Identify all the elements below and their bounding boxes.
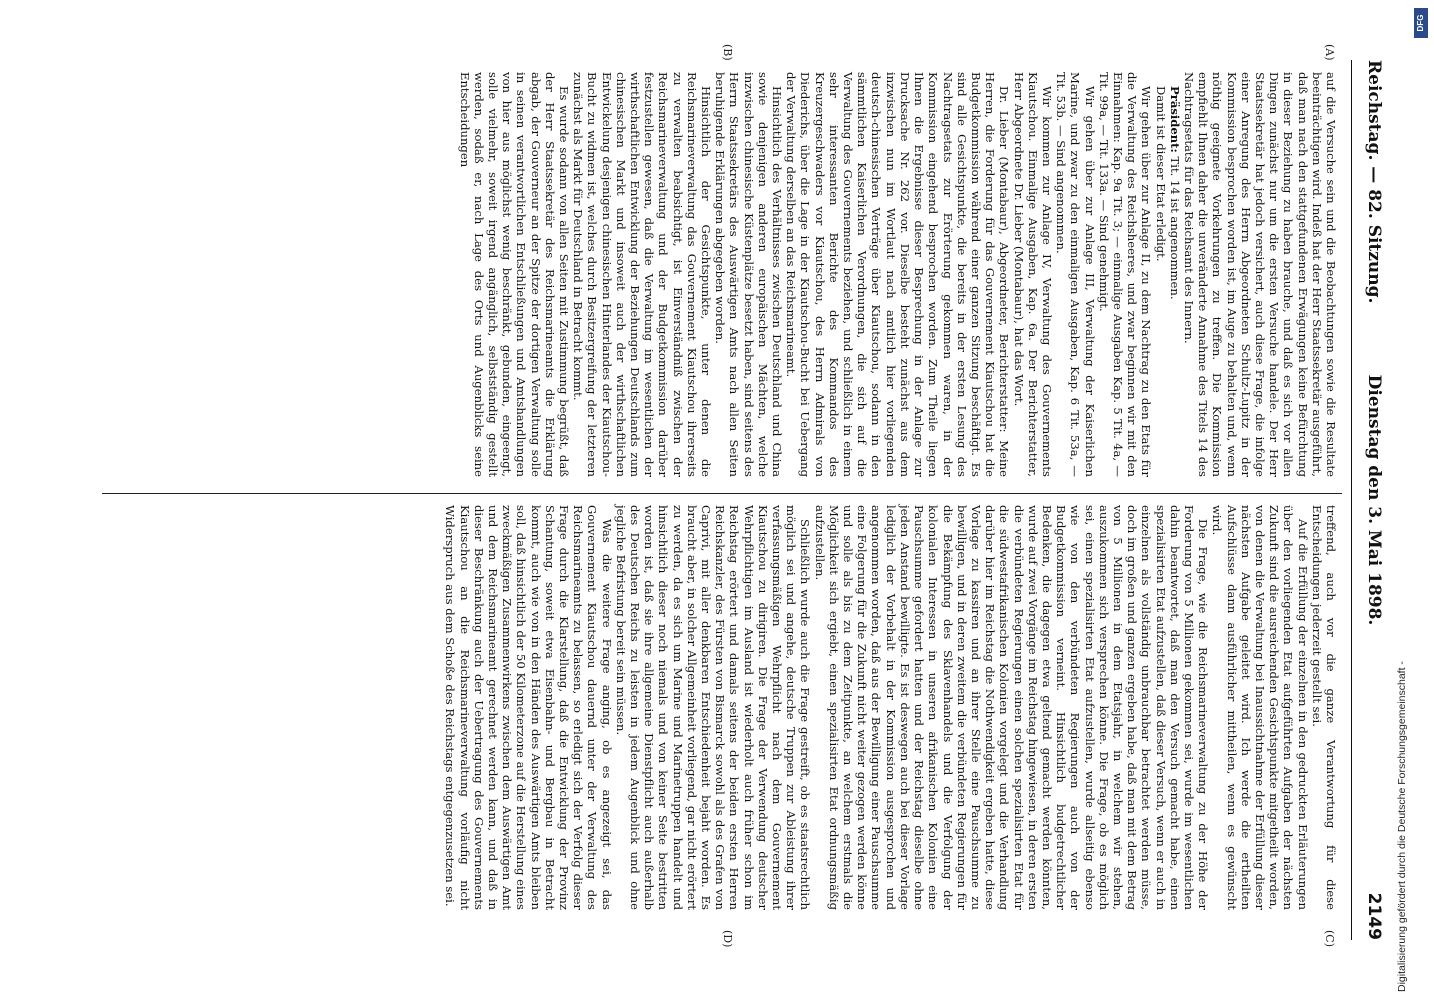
margin-marker-b: (B) xyxy=(721,44,734,61)
paragraph: Dr. Lieber (Montabaur), Abgeordneter, Berichterstatter: Meine Herren, die Forderung für das Gouvernement Kiautschou hat die Budgetkommission während einer ganzen Sitzung beschäftigt. Es sind alle Gesichtspunkte, die bereits in der ersten Lesung des Nachtragsetats zur Erörterung gekommen waren, in der Kommission eingehend besprochen worden. Zum Theile liegen Ihnen die Ergebnisse dieser Besprechung in der Anlage zur Drucksache Nr. 262 vor. Dieselbe besteht zunächst aus dem inzwischen nun im Wortlaut nach amtlich hier vorliegenden deutsch-chinesischen Verträge über Kiautschou, sodann in den sämmtlichen Kaiserlichen Verordnungen, die sich auf die Verwaltung des Gouvernements beziehen, und schließlich in einem sehr interessanten Berichte des Kommandos des Kreuzergeschwaders vor Kiautschou, des Herrn Admirals von Diederichs, über die Lage in der Kiautschou-Bucht bei Uebergang der Verwaltung derselben an das Reichsmarineamt. xyxy=(784,72,1012,477)
paragraph: Damit ist dieser Etat erledigt. xyxy=(1153,86,1168,262)
paragraph: Wir gehen über zur Anlage II, zu dem Nachtrag zu den Etats für die Verwaltung des Reichsheeres, und zwar beginnen wir mit den Einnahmen: Kap. 9a Tit. 3; — einmalige Ausgaben Kap. 5 Tit. 4a, — Tit. 99a, — Tit. 133a. — Sind genehmigt. xyxy=(1096,72,1154,477)
dfg-logo-text: DFG xyxy=(1416,14,1425,32)
paragraph-text: Tit. 14 ist angenommen. xyxy=(1167,156,1182,300)
paragraph: Es wurde sodann von allen Seiten mit Zustimmung begrüßt, daß der Herr Staatssekretär des Reichsmarineamts die Erklärung abgab, der Gouverneur an der Spitze der dortigen Verwaltung solle in seinen verantwortlichen Entschließungen und Amtshandlungen von hier aus möglichst wenig beschränkt, gebunden, eingeengt, solle vielmehr, soweit irgend angänglich, selbstständig gestellt werden, sodaß er, nach Lage des Orts und Augenblicks seine Entscheidungen xyxy=(457,72,572,477)
digitization-note xyxy=(1392,8,1412,992)
header-session: Reichstag. — 82. Sitzung. xyxy=(1364,60,1384,304)
running-header xyxy=(1358,0,1384,1000)
left-column xyxy=(457,72,1338,477)
dfg-logo xyxy=(1414,8,1428,38)
margin-marker-d: (D) xyxy=(721,930,734,948)
paragraph: Die Frage, wie die Reichsmarineverwaltung zu der Höhe der Forderung von 5 Millionen gekommen sei, wurde im wesentlichen dahin beantwortet, daß man den Versuch gemacht habe, einen spezialisirten Etat aufzustellen, daß dieser Versuch, wenn er auch in einzelnen als vollständig unbrauchbar betrachtet werden müsse, doch im großen und ganzen ergeben habe, daß man mit dem Betrag von 5 Millionen in dem Etatsjahr, in welchem wir stehen, auszukommen sich versprechen könne. Die Frage, ob es möglich sei, einen spezialisirten Etat aufzustellen, wurde allseitig ebenso wie von den verbündeten Regierungen auch von der Budgetkommission verneint. Hinsichtlich budgetrechtlicher Bedenken, die dagegen etwa geltend gemacht werden könnten, wurde auf zwei Vorgänge im Reichstag hingewiesen, in deren ersten die verbündeten Regierungen einen solchen spezialisirten Etat für die südwestafrikanischen Kolonien vorgelegt und die Verhandlung darüber hier im Reichstag die Nothwendigkeit ergeben hatte, diese Vorlage zu kassiren und an ihrer Stelle eine Pauschsumme zu bewilligen, und in deren zweitem die verbündeten Regierungen für die Bekämpfung des Sklavenhandels und die Verfolgung der kolonialen Interessen in unseren afrikanischen Kolonien eine Pauschsumme gefordert hatten und der Reichstag dieselbe ohne jeden Anstand bewilligte. Es ist deswegen auch bei dieser Vorlage lediglich der Vorbehalt in der Kommission ausgesprochen und angenommen worden, daß aus der Bewilligung einer Pauschsumme eine Folgerung für die Zukunft nicht weiter gezogen werden könne und solle als bis zu dem Zeitpunkte, an welchem erstmals die Möglichkeit sich ergiebt, einen spezialisirten Etat ordnungsmäßig aufzustellen. xyxy=(812,505,1211,910)
paragraph: Hinsichtlich der Gesichtspunkte, unter denen die Reichsmarineverwaltung das Gouvernement Kiautschou ihrerseits zu verwalten beabsichtigt, ist Einverständniß zwischen der Reichsmarineverwaltung und der Budgetkommission darüber festzustellen gewesen, daß die Verwaltung im wesentlichen der wirthschaftlichen Entwicklung der Beziehungen Deutschlands zum chinesischen Markt und insoweit auch der wirthschaftlichen Entwickelung desjenigen chinesischen Hinterlandes der Kiautschou-Bucht zu widmen ist, welches durch Besitzergreifung der letzteren zunächst als Markt für Deutschland in Betracht kommt. xyxy=(571,72,714,477)
paragraph: Wir gehen über zur Anlage III, Verwaltung der Kaiserlichen Marine, und zwar zu den einmaligen Ausgaben, Kap. 6 Tit. 53a, — Tit. 53b. — Sind angenommen. xyxy=(1054,72,1097,477)
paragraph: auf die Versuche sein und die Beobachtungen sowie die Resultate beeinträchtigen wird. Indeß hat der Herr Staatssekretär ausgeführt, daß man nach den stattgefundenen Erwägungen keine Befürchtung in dieser Beziehung zu haben brauche, und daß es sich vor allen Dingen zunächst nur um die ersten Versuche handele. Der Herr Staatssekretär hat jedoch versichert, auch diese Frage, die infolge einer Anregung des Herrn Abgeordneten Schultz-Lupitz in der Kommission besprochen worden ist, im Auge zu behalten und, wenn nöthig geeignete Vorkehrungen zu treffen. Die Kommission empfiehlt Ihnen daher die unveränderte Annahme des Titels 14 des Nachtragsetats für das Reichsamt des Innern. xyxy=(1181,72,1338,477)
paragraph: Was die weitere Frage anging, ob es angezeigt sei, das Gouvernement Kiautschou dauernd unter der Verwaltung des Reichsmarineamts zu belassen, so erledigt sich der Verfolg dieser Frage durch die Klarstellung, daß die Entwicklung der Provinz Schantung, soweit etwa Eisenbahn- und Bergbau in Betracht kommt, auch wie von in den Händen des Auswärtigen Amts bleiben soll, daß hinsichtlich der 50 Kilometerzone auf die Herstellung eines zweckmäßigen Zusammenwirkens zwischen dem Auswärtigen Amt und dem Reichsmarineamt gerechnet werden kann, und daß in dieser Beschränkung auch der Uebertragung des Gouvernements Kiautschou an die Reichsmarineverwaltung vorläufig nicht Widerspruch aus dem Schoße des Reichstags entgegenzusetzen sei. xyxy=(443,505,614,910)
column-divider xyxy=(102,493,1342,494)
paragraph xyxy=(1168,72,1182,477)
digitization-note-text: Digitalisierung gefördert durch die Deutsche Forschungsgemeinschaft - xyxy=(1396,661,1408,992)
margin-marker-a: (A) xyxy=(1323,44,1336,61)
right-column xyxy=(443,505,1338,910)
page-number: 2149 xyxy=(1364,892,1384,940)
margin-marker-c: (C) xyxy=(1323,930,1336,947)
paragraph: Wir kommen zur Anlage IV, Verwaltung des Gouvernements Kiautschou. Einmalige Ausgaben, Kap. 6a. Der Berichterstatter, Herr Abgeordnete Dr. Lieber (Montabaur), hat das Wort. xyxy=(1011,72,1054,477)
speaker-label: Präsident: xyxy=(1167,86,1182,153)
paragraph: Auf die Erfüllung der einzelnen in den gedruckten Erläuterungen über den vorliegenden Etat aufgeführten Aufgaben der nächsten Zukunft sind die ausreichenden Gesichtspunkte mitgetheilt worden, von denen die Verwaltung bei Inaussichtnahme der Erfüllung dieser nächsten Aufgabe geleitet wird. Ich werde die ertheilten Aufschlüsse dann ausführlicher mittheilen, wenn es gewünscht wird. xyxy=(1210,505,1310,910)
paragraph: treffend, auch vor die ganze Verantwortung für diese Entscheidungen jederzeit gestellt sei. xyxy=(1309,505,1338,910)
paragraph: Schließlich wurde auch die Frage gestreift, ob es staatsrechtlich möglich sei und angehe, deutsche Truppen zur Ableistung ihrer verfassungsmäßigen Wehrpflicht nach dem Gouvernement Kiautschou zu dirigiren. Die Frage der Verwendung deutscher Wehrpflichtigen im Ausland ist wiederholt auch früher schon im Reichstag erörtert und damals seitens der beiden ersten Herren Reichskanzler, des Fürsten von Bismarck sowohl als des Grafen von Caprivi, mit aller denkbaren Entschiedenheit bejaht worden. Es braucht aber, in solcher Allgemeinheit vorliegend, gar nicht erörtert zu werden, da es sich um Marine und Marinetruppen handelt und hinsichtlich dieser noch niemals und von keiner Seite bestritten worden ist, daß sie ihre allgemeine Dienstpflicht auch außerhalb des Deutschen Reichs zu leisten in jedem Augenblick und ohne jegliche Befristung bereit sein müssen. xyxy=(613,505,813,910)
header-rule xyxy=(1351,60,1352,940)
paragraph: Hinsichtlich des Verhältnisses zwischen Deutschland und China sowie denjenigen anderen europäischen Mächten, welche inzwischen chinesische Küstenplätze besetzt haben, sind seitens des Herrn Staatssekretärs des Auswärtigen Amts nach allen Seiten beruhigende Erklärungen abgegeben worden. xyxy=(713,72,785,477)
header-date: Dienstag den 3. Mai 1898. xyxy=(1364,374,1384,626)
